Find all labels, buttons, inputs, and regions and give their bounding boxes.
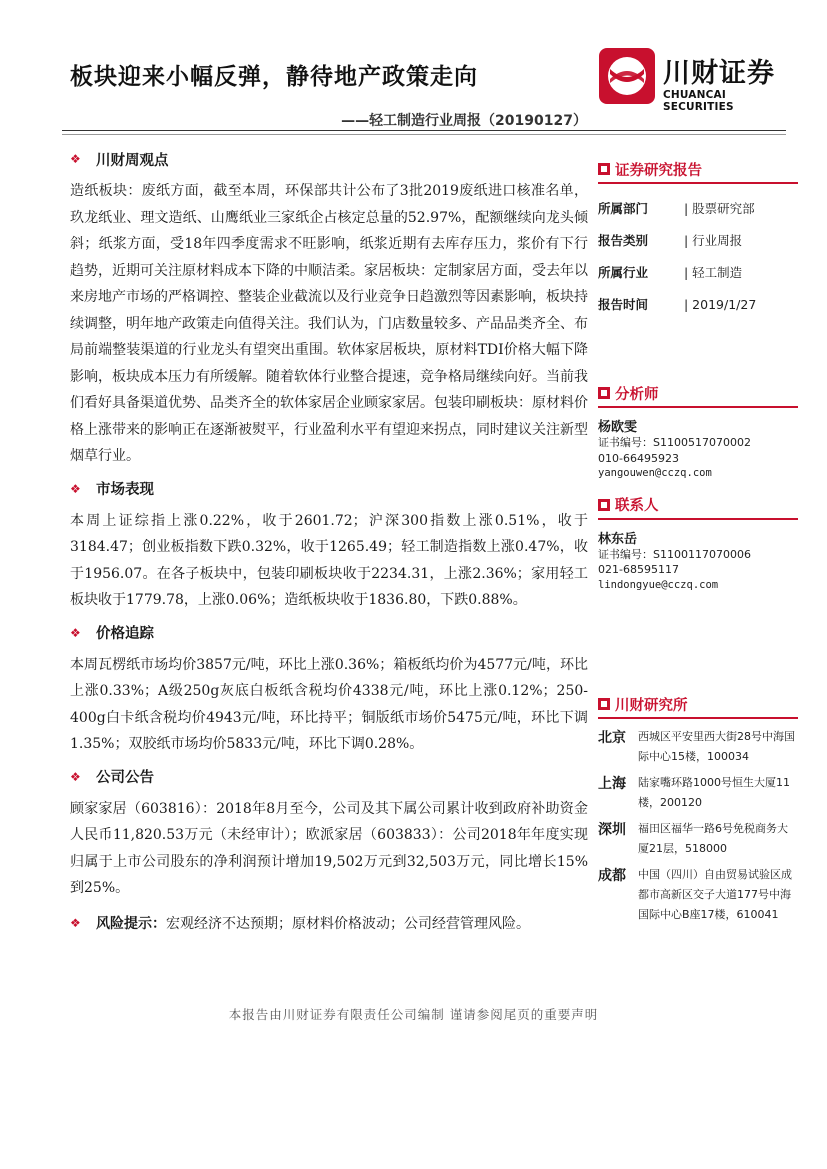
section-paragraph: 本周瓦楞纸市场均价3857元/吨，环比上涨0.36%；箱板纸均价为4577元/吨，环比上涨0.33%；A级250g灰底白板纸含税均价4338元/吨，环比上涨0.12%；250-400g白卡纸含税均价4943元/吨，环比持平；铜版纸市场价5475元/吨，环比下调1.35%；双胶纸市场均价5833元/吨，环比下调0.28%。 bbox=[70, 656, 588, 752]
red-divider bbox=[598, 518, 798, 520]
contact-email[interactable]: lindongyue@cczq.com bbox=[598, 578, 719, 591]
section-paragraph: 造纸板块：废纸方面，截至本周，环保部共计公布了3批2019废纸进口核准名单，玖龙纸业、理文造纸、山鹰纸业三家纸企占核定总量的52.97%，配额继续向龙头倾斜；纸浆方面，受18年四季度需求不旺影响，纸浆近期有去库存压力，浆价有下行趋势，近期可关注原材料成本下降的中顺洁柔。家居板块：定制家居方面，受去年以来房地产市场的严格调控、整装企业截流以及行业竞争日趋激烈等因素影响，板块持续调整，明年地产政策走向值得关注。我们认为，门店数量较多、产品品类齐全、布局前端整装渠道的行业龙头有望突出重围。软体家居板块，原材料TDI价格大幅下降影响，板块成本压力有所缓解。随着软体行业整合提速，竞争格局继续向好。当前我们看好具备渠道优势、品类齐全的软体家居企业顾家家居。包装印刷板块：原材料价格上涨带来的影响正在逐渐被熨平，行业盈利水平有望迎来拐点，同时建议关注新型烟草行业。 bbox=[70, 183, 588, 464]
institute-heading: 川财研究所 bbox=[598, 693, 798, 715]
company-logo bbox=[598, 47, 798, 113]
office-shanghai: 上海 陆家嘴环路1000号恒生大厦11楼，200120 bbox=[598, 776, 790, 809]
logo-emblem-icon bbox=[598, 47, 656, 105]
section-price bbox=[70, 622, 588, 758]
page-footer: 本报告由川财证券有限责任公司编制 谨请参阅尾页的重要声明 bbox=[228, 1007, 599, 1022]
risk-label: 风险提示： bbox=[96, 915, 166, 932]
red-divider bbox=[598, 406, 798, 408]
square-bullet-icon bbox=[598, 698, 610, 710]
section-heading: ❖ 公司公告 bbox=[70, 769, 154, 786]
main-content bbox=[70, 148, 588, 936]
analyst-cert: 证书编号：S1100517070002 bbox=[598, 436, 751, 449]
logo-text-cn: 川财证券 bbox=[663, 58, 775, 89]
red-divider bbox=[598, 182, 798, 184]
section-paragraph: 本周上证综指上涨0.22%，收于2601.72；沪深300指数上涨0.51%，收于3184.47；创业板指数下跌0.32%，收于1265.49；轻工制造指数上涨0.47%，收于1956.07。在各子板块中，包装印刷板块收于2234.31，上涨2.36%；家用轻工板块收于1779.78，上涨0.06%；造纸板块收于1836.80，下跌0.88%。 bbox=[70, 512, 588, 608]
diamond-bullet-icon: ❖ bbox=[70, 481, 81, 496]
sidebar bbox=[598, 158, 798, 931]
section-market bbox=[70, 478, 588, 614]
header-divider bbox=[62, 130, 786, 131]
section-heading: ❖ 价格追踪 bbox=[70, 625, 154, 642]
analyst-heading: 分析师 bbox=[598, 382, 798, 404]
square-bullet-icon bbox=[598, 163, 610, 175]
logo-text-en: CHUANCAI SECURITIES bbox=[663, 89, 734, 113]
analyst-email[interactable]: yangouwen@cczq.com bbox=[598, 467, 712, 479]
section-heading: ❖ 市场表现 bbox=[70, 481, 154, 498]
diamond-bullet-icon: ❖ bbox=[70, 915, 81, 930]
header-divider-thin bbox=[62, 134, 786, 135]
diamond-bullet-icon: ❖ bbox=[70, 769, 81, 784]
office-beijing: 北京 西城区平安里西大街28号中海国际中心15楼，100034 bbox=[598, 730, 795, 763]
contact-cert: 证书编号：S1100117070006 bbox=[598, 547, 751, 561]
info-row: 所属部门 | 股票研究部 bbox=[598, 201, 755, 216]
diamond-bullet-icon: ❖ bbox=[70, 625, 81, 640]
red-divider bbox=[598, 717, 798, 719]
page-subtitle: ——轻工制造行业周报（20190127） bbox=[341, 113, 587, 129]
report-info-heading: 证券研究报告 bbox=[598, 158, 798, 180]
contact-phone: 021-68595117 bbox=[598, 563, 679, 576]
contact-heading: 联系人 bbox=[598, 494, 798, 516]
info-row: 报告类别 | 行业周报 bbox=[598, 233, 743, 248]
section-announcements bbox=[70, 766, 588, 902]
square-bullet-icon bbox=[598, 499, 610, 511]
office-shenzhen: 深圳 福田区福华一路6号免税商务大厦21层，518000 bbox=[598, 822, 788, 855]
diamond-bullet-icon: ❖ bbox=[70, 152, 81, 166]
section-paragraph: 顾家家居（603816）：2018年8月至今，公司及其下属公司累计收到政府补助资金人民币11,820.53万元（未经审计）；欧派家居（603833）：公司2018年年度实现归属于上市公司股东的净利润预计增加19,502万元到32,503万元，同比增长15%到25%。 bbox=[70, 800, 588, 896]
contact-name: 林东岳 bbox=[598, 531, 638, 547]
section-weekly-view bbox=[70, 148, 588, 470]
risk-warning bbox=[70, 910, 588, 936]
office-chengdu: 成都 中国（四川）自由贸易试验区成都市高新区交子大道177号中海国际中心B座17楼，610041 bbox=[598, 868, 792, 921]
section-heading: ❖ 川财周观点 bbox=[70, 152, 169, 169]
square-bullet-icon bbox=[598, 387, 610, 399]
risk-text: 宏观经济不达预期；原材料价格波动；公司经营管理风险。 bbox=[166, 915, 530, 932]
info-row: 报告时间 | 2019/1/27 bbox=[598, 296, 757, 312]
analyst-name: 杨欧雯 bbox=[598, 420, 638, 435]
info-row: 所属行业 | 轻工制造 bbox=[598, 265, 743, 280]
analyst-phone: 010-66495923 bbox=[598, 451, 679, 465]
page-title: 板块迎来小幅反弹，静待地产政策走向 bbox=[70, 64, 478, 90]
